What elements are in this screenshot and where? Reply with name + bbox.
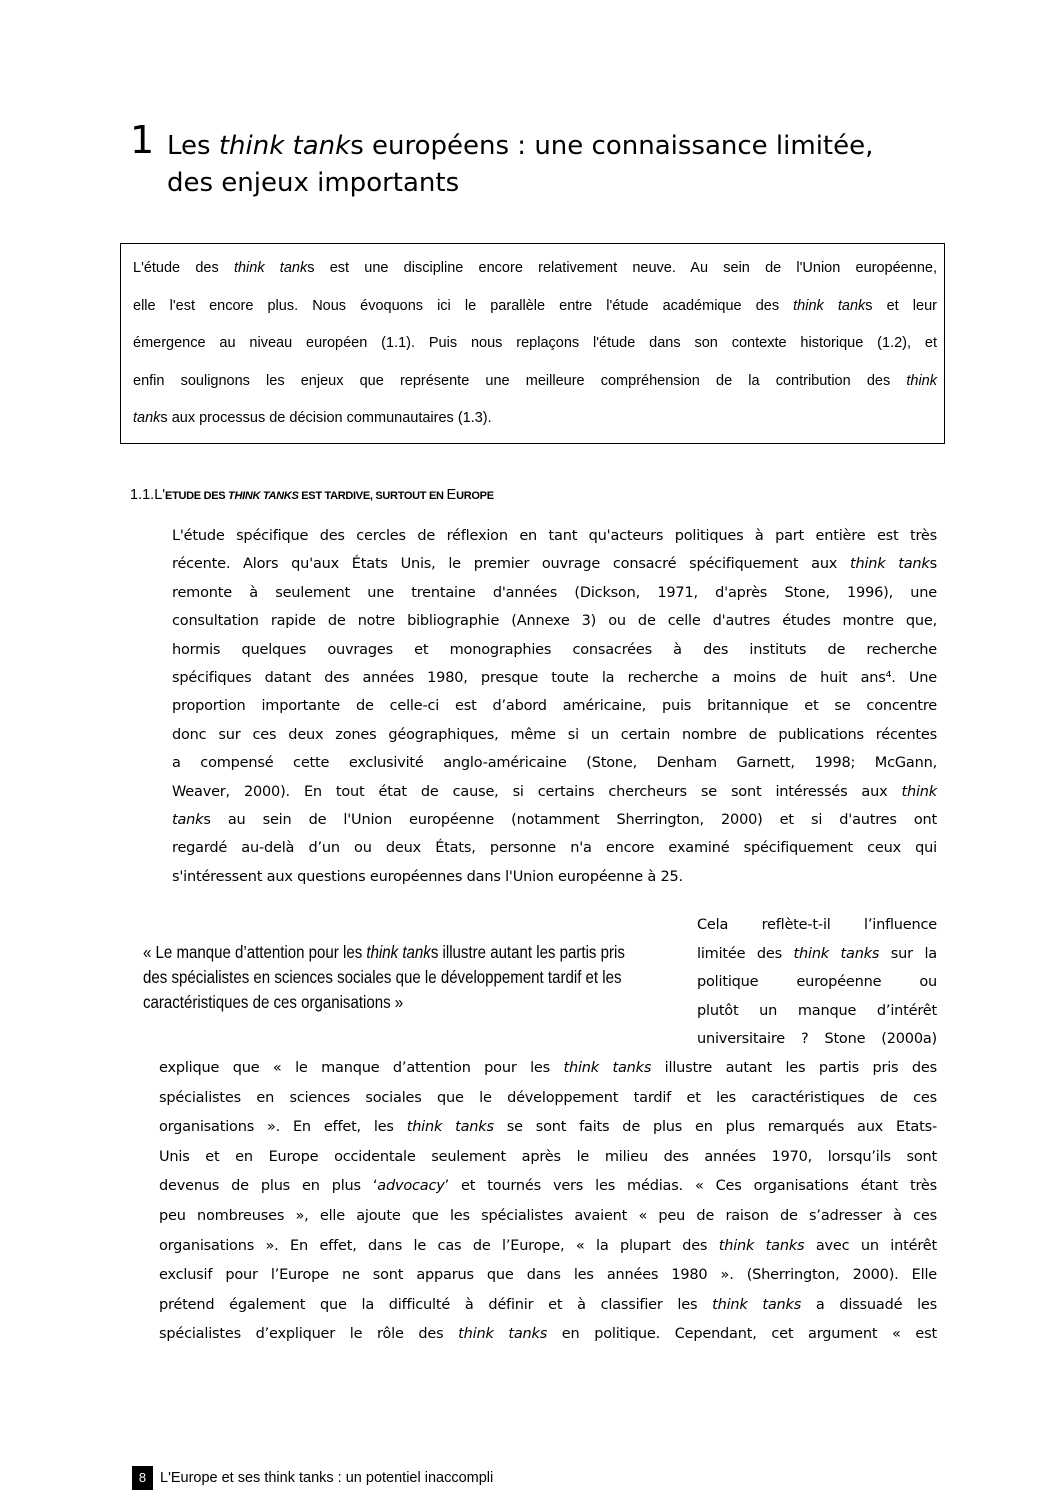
text-line xyxy=(172,613,937,629)
text-run: avec un intérêt xyxy=(804,1237,937,1254)
text-run: explique que « le manque d’attention pour les xyxy=(159,1060,564,1076)
text-line xyxy=(133,260,937,276)
italic-term: tank xyxy=(172,812,204,828)
text-run: Cela reflète-t-il l’influence xyxy=(697,917,937,933)
title-text: s européens : une connaissance limitée, xyxy=(350,131,874,161)
text-run: Weaver, 2000). En tout état de cause, si certains chercheurs se sont intéressés aux xyxy=(172,783,902,800)
text-line xyxy=(159,1297,937,1313)
text-line xyxy=(697,946,937,962)
text-line xyxy=(697,917,937,933)
text-run: regardé au-delà d’un ou deux États, personne n'a encore examiné spécifiquement ceux qui xyxy=(172,840,937,857)
text-run: Unis et en Europe occidentale seulement après le milieu des années 1970, lorsqu’ils sont xyxy=(159,1148,937,1165)
text-run: peu nombreuses », elle ajoute que les spécialistes avaient « peu de raison de s’adresser à ces xyxy=(159,1208,937,1224)
text-line xyxy=(133,410,937,426)
text-line xyxy=(159,1119,937,1135)
text-line xyxy=(172,556,937,572)
text-run: « Le manque d’attention pour les xyxy=(143,942,367,962)
chapter-title-line-1 xyxy=(167,128,873,165)
text-run: des spécialistes en sciences sociales que le développement tardif et les xyxy=(143,967,622,987)
text-line xyxy=(159,1149,937,1165)
text-line xyxy=(159,1267,937,1283)
text-line xyxy=(159,1326,937,1342)
text-line xyxy=(159,1238,937,1254)
text-line xyxy=(159,1208,937,1224)
text-line xyxy=(159,1060,937,1076)
text-line xyxy=(159,1178,937,1194)
text-run: spécialistes en sciences sociales que le développement tardif et les caractéristiques de ces xyxy=(159,1089,937,1106)
page-number: 8 xyxy=(132,1466,153,1490)
italic-term: think tanks xyxy=(406,1119,494,1136)
text-line xyxy=(697,974,937,990)
text-run: L'étude spécifique des cercles de réflexion en tant qu'acteurs politiques à part entière est très xyxy=(172,528,937,544)
text-run: prétend également que la difficulté à définir et à classifier les xyxy=(159,1296,713,1313)
text-line xyxy=(172,528,937,544)
text-run: se sont faits de plus en plus remarqués aux Etats- xyxy=(493,1119,937,1136)
text-run: s illustre autant les partis pris xyxy=(430,942,625,962)
text-run: remonte à seulement une trentaine d'années (Dickson, 1971, d'après Stone, 1996), une xyxy=(172,584,937,601)
text-line xyxy=(133,373,937,389)
text-line xyxy=(172,869,937,885)
text-run: organisations ». En effet, les xyxy=(159,1119,407,1136)
section-number: 1.1. xyxy=(130,487,155,503)
text-run: universitaire ? Stone (2000a) xyxy=(697,1031,937,1047)
text-run: exclusif pour l’Europe ne sont apparus que dans les années 1980 ». (Sherrington, 2000). Elle xyxy=(159,1267,937,1284)
italic-term: think tanks xyxy=(458,1326,548,1343)
text-run: sur la xyxy=(879,945,937,962)
text-run: consultation rapide de notre bibliographie (Annexe 3) ou de celle d'autres études montre que, xyxy=(172,613,937,630)
text-run: L'étude des xyxy=(133,260,234,276)
text-line xyxy=(172,727,937,743)
text-run: donc sur ces deux zones géographiques, même si un certain nombre de publications récentes xyxy=(172,726,937,743)
text-line xyxy=(697,1031,937,1047)
italic-term: think tanks xyxy=(718,1237,805,1254)
text-run: s xyxy=(929,556,937,573)
text-run: caractéristiques de ces organisations » xyxy=(143,992,404,1012)
text-line xyxy=(159,1090,937,1106)
text-run: hormis quelques ouvrages et monographies consacrées à des instituts de recherche xyxy=(172,641,937,658)
text-line xyxy=(133,335,937,351)
italic-term: think tank xyxy=(793,297,866,314)
section-title-part: EST TARDIVE, SURTOUT EN xyxy=(298,490,447,502)
quote-line xyxy=(143,965,668,990)
text-run: politique européenne ou xyxy=(697,974,937,990)
text-line xyxy=(172,585,937,601)
text-run: en politique. Cependant, cet argument « est xyxy=(547,1326,937,1343)
text-run: ’ et tournés vers les médias. « Ces organisations étant très xyxy=(444,1178,937,1195)
italic-term: think tanks xyxy=(712,1296,802,1313)
italic-term: tank xyxy=(133,410,161,426)
text-run: plutôt un manque d’intérêt xyxy=(697,1002,937,1019)
section-title-part: UROPE xyxy=(456,490,494,502)
italic-term: think tank xyxy=(849,556,930,573)
text-line xyxy=(172,784,937,800)
text-line xyxy=(697,1003,937,1019)
text-run: organisations ». En effet, dans le cas de l’Europe, « la plupart des xyxy=(159,1237,719,1254)
text-run: s'intéressent aux questions européennes dans l'Union européenne à 25. xyxy=(172,868,683,885)
italic-term: think tanks xyxy=(563,1060,652,1076)
text-run: limitée des xyxy=(697,945,794,962)
text-line xyxy=(172,642,937,658)
text-run: elle l'est encore plus. Nous évoquons ici le parallèle entre l'étude académique des xyxy=(133,297,794,314)
italic-term: think xyxy=(906,372,937,389)
section-title-part: THINK TANKS xyxy=(228,490,299,502)
text-run: spécifiques datant des années 1980, presque toute la recherche a moins de huit ans⁴. Une xyxy=(172,670,937,686)
pull-quote xyxy=(143,940,668,1015)
italic-term: think tank xyxy=(366,942,431,962)
italic-term: think tanks xyxy=(793,945,880,962)
text-run: spécialistes d’expliquer le rôle des xyxy=(159,1326,459,1343)
section-title-part: ETUDE DES xyxy=(165,490,229,502)
text-run: s aux processus de décision communautaires (1.3). xyxy=(160,410,492,426)
text-run: s et leur xyxy=(865,297,937,314)
text-run: a compensé cette exclusivité anglo-américaine (Stone, Denham Garnett, 1998; McGann, xyxy=(172,755,937,772)
text-run: s est une discipline encore relativement neuve. Au sein de l'Union européenne, xyxy=(307,260,937,276)
title-text: Les xyxy=(167,131,219,161)
text-run: devenus de plus en plus ‘ xyxy=(159,1178,378,1195)
italic-term: advocacy xyxy=(377,1178,445,1195)
text-run: récente. Alors qu'aux États Unis, le premier ouvrage consacré spécifiquement aux xyxy=(172,556,850,573)
text-run: illustre autant les partis pris des xyxy=(651,1060,937,1076)
text-line xyxy=(172,755,937,771)
text-run: proportion importante de celle-ci est d’abord américaine, puis britannique et se concentre xyxy=(172,698,937,715)
section-title-part: E xyxy=(446,487,457,503)
quote-line xyxy=(143,990,668,1015)
text-line xyxy=(133,298,937,314)
text-run: s au sein de l'Union européenne (notamment Sherrington, 2000) et si d'autres ont xyxy=(203,812,937,828)
chapter-number: 1 xyxy=(130,118,155,162)
title-italic: think tank xyxy=(218,131,351,161)
text-line xyxy=(172,698,937,714)
summary-box xyxy=(120,243,945,444)
section-heading xyxy=(130,487,494,503)
text-line xyxy=(172,812,937,828)
chapter-title-line-2: des enjeux importants xyxy=(167,168,460,198)
running-footer: L'Europe et ses think tanks : un potentiel inaccompli xyxy=(160,1470,494,1486)
text-run: enfin soulignons les enjeux que représente une meilleure compréhension de la contribution des xyxy=(133,372,907,389)
section-title-part: L' xyxy=(154,487,166,503)
text-line xyxy=(172,840,937,856)
italic-term: think xyxy=(901,783,937,800)
quote-line xyxy=(143,940,668,965)
text-line xyxy=(172,670,937,686)
text-run: émergence au niveau européen (1.1). Puis nous replaçons l'étude dans son contexte historique (1.2), et xyxy=(133,335,937,351)
italic-term: think tank xyxy=(233,260,308,276)
text-run: a dissuadé les xyxy=(801,1296,937,1313)
